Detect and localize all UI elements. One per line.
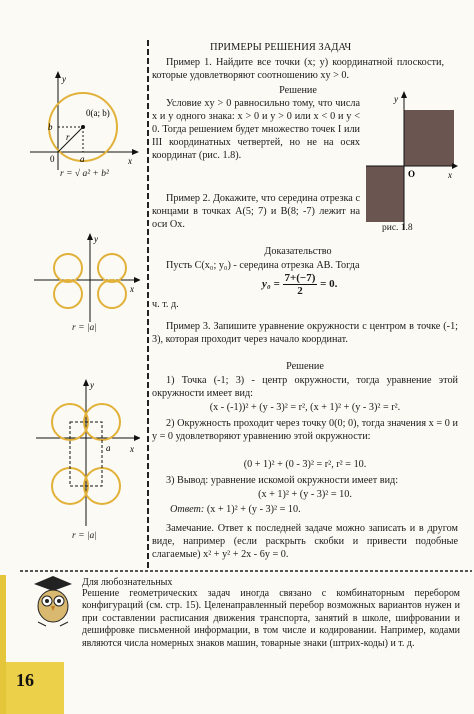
example1-statement: Пример 1. Найдите все точки (x; y) координатной плоскости, которые удовлетворяют соотношению xy > 0. bbox=[152, 57, 444, 81]
stacked-circles-figure bbox=[34, 378, 140, 528]
svg-text:y: y bbox=[90, 380, 94, 390]
example2-statement: Пример 2. Докажите, что середина отрезка с концами в точках A(5; 7) и B(8; -7) лежит на оси Ox. bbox=[152, 193, 360, 230]
figure-caption: рис. 1.8 bbox=[382, 223, 413, 233]
midpoint-formula: y₀ = $\frac{7+(-7)}{2}$ = 0. bbox=[262, 272, 338, 297]
answer-line: Ответ: (x + 1)² + (y - 3)² = 10. bbox=[170, 504, 301, 515]
page-title: ПРИМЕРЫ РЕШЕНИЯ ЗАДАЧ bbox=[210, 42, 352, 53]
svg-text:x: x bbox=[448, 170, 452, 180]
svg-text:b: b bbox=[48, 122, 53, 132]
svg-text:x: x bbox=[130, 284, 134, 294]
example3-solution-title: Решение bbox=[286, 361, 324, 372]
remark-text: Замечание. Ответ к последней задаче можно записать и в другом виде, например (если раскрыть скобки и привести подобные слагаемые) x² + y² + 2x - 6y = 0. bbox=[152, 523, 458, 560]
vertical-divider bbox=[147, 40, 149, 568]
page-number: 16 bbox=[16, 670, 34, 690]
svg-text:0: 0 bbox=[50, 154, 55, 164]
svg-text:x: x bbox=[130, 444, 134, 454]
example3-eq2: (0 + 1)² + (0 - 3)² = r², r² = 10. bbox=[243, 459, 367, 470]
svg-text:y: y bbox=[394, 94, 398, 104]
fig3-formula: r = |a| bbox=[72, 531, 97, 541]
svg-text:x: x bbox=[128, 156, 132, 166]
example1-solution-text: Условие xy > 0 равносильно тому, что числа x и y одного знака: x > 0 и y > 0 или x < 0 и y < 0. Тогда решением будет множество точек I или III координатных четвертей, но не на осях координат (рис. 1.8). bbox=[152, 98, 360, 161]
example2-proof-text: Пусть C(x₀; y₀) - середина отрезка AB. Тогда bbox=[166, 260, 360, 271]
example3-eq1: (x - (-1))² + (y - 3)² = r², (x + 1)² + (y - 3)² = r². bbox=[209, 402, 401, 413]
example1-solution-title: Решение bbox=[279, 85, 317, 96]
svg-text:0(a; b): 0(a; b) bbox=[86, 108, 110, 118]
fig1-formula: r = √ a² + b² bbox=[60, 169, 109, 179]
svg-text:a: a bbox=[106, 443, 111, 453]
svg-text:a: a bbox=[80, 154, 85, 164]
svg-text:y: y bbox=[94, 234, 98, 244]
page-number-box bbox=[6, 662, 64, 714]
example3-step2: 2) Окружность проходит через точку 0(0; 0), тогда значения x = 0 и y = 0 удовлетворяют уравнению этой окружности: bbox=[152, 418, 458, 442]
example3-statement: Пример 3. Запишите уравнение окружности с центром в точке (-1; 3), которая проходит через начало координат. bbox=[152, 321, 458, 345]
quadrant-figure bbox=[366, 90, 458, 236]
fig2-formula: r = |a| bbox=[72, 323, 97, 333]
example3-step3: 3) Вывод: уравнение искомой окружности имеет вид: bbox=[166, 475, 399, 486]
example3-eq3: (x + 1)² + (y - 3)² = 10. bbox=[258, 489, 352, 500]
curious-title: Для любознательных bbox=[82, 577, 173, 588]
example2-proof-title: Доказательство bbox=[264, 246, 332, 257]
owl-icon bbox=[28, 574, 78, 628]
svg-text:r: r bbox=[66, 132, 70, 142]
circles-on-axes-figure bbox=[32, 232, 140, 324]
circle-through-origin-figure bbox=[28, 70, 140, 172]
svg-text:O: O bbox=[408, 169, 416, 179]
example3-step1: 1) Точка (-1; 3) - центр окружности, тогда уравнение этой окружности имеет вид: bbox=[152, 375, 458, 399]
curious-text: Решение геометрических задач иногда связано с комбинаторным перебором конфигураций (см. стр. 15). Целенаправленный перебор возможных вариантов нужен и при составлении расписания движения транспорта, занятий в школе, шифровании и дешифровке письменной информации, в том числе и кодировании. Например, кодами являются числа номерных знаков машин, товарные знаки (штрих-коды) и т. д. bbox=[82, 588, 460, 649]
section-separator bbox=[20, 570, 472, 572]
qed-mark: ч. т. д. bbox=[152, 299, 179, 310]
svg-text:y: y bbox=[62, 74, 66, 84]
